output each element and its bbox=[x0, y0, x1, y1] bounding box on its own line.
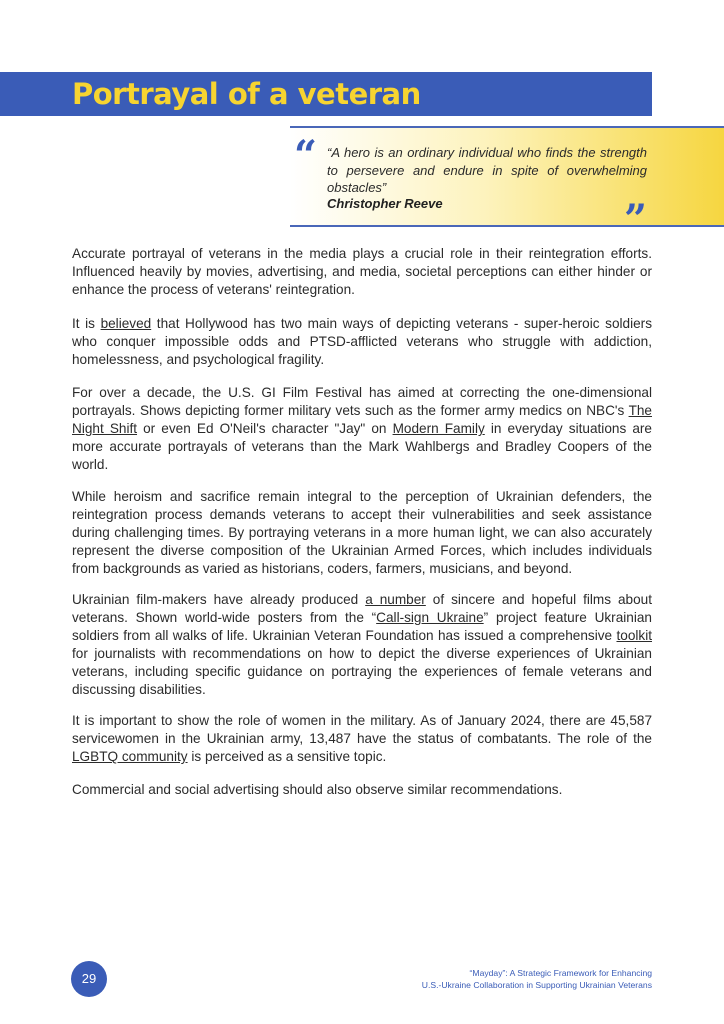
open-quote-icon: “ bbox=[294, 132, 318, 179]
night-shift-link[interactable]: The Night Shift bbox=[72, 403, 652, 437]
paragraph-text: It is bbox=[72, 316, 101, 331]
modern-family-link[interactable]: Modern Family bbox=[392, 421, 485, 437]
paragraph-text: Ukrainian film-makers have already produced bbox=[72, 592, 366, 607]
paragraph-text: that Hollywood has two main ways of depicting veterans - super-heroic soldiers who conquer impossible odds and PTSD-afflicted veterans who struggle with addiction, homelessness, and psychological fragility. bbox=[72, 316, 652, 368]
a-number-link[interactable]: a number bbox=[365, 592, 426, 607]
toolkit-link[interactable]: toolkit bbox=[616, 628, 652, 644]
paragraph-text: ” project feature Ukrainian soldiers from all walks of life. Ukrainian Veteran Foundation has issued a comprehensive bbox=[72, 610, 652, 644]
quote-text: “A hero is an ordinary individual who finds the strength to persevere and endure in spite of overwhelming obstacles” bbox=[327, 145, 647, 195]
paragraph-4: While heroism and sacrifice remain integral to the perception of Ukrainian defenders, the reintegration process demands veterans to accept their vulnerabilities and seek assistance during challenging times. By portraying veterans in a more human light, we can also accurately represent the diverse composition of the Ukrainian Armed Forces, which includes individuals from backgrounds as varied as historians, coders, farmers, musicians, and beyond. bbox=[72, 489, 652, 577]
paragraph-2 bbox=[72, 315, 652, 369]
paragraph-text: is perceived as a sensitive topic. bbox=[187, 749, 387, 765]
paragraph-text: in everyday situations are more accurate portrayals of veterans than the Mark Wahlbergs and Bradley Coopers of the world. bbox=[72, 421, 652, 473]
call-sign-ukraine-link[interactable]: Call-sign Ukraine bbox=[376, 610, 484, 626]
page-title: Portrayal of a veteran bbox=[72, 77, 421, 111]
footer-line-2: U.S.-Ukraine Collaboration in Supporting Ukrainian Veterans bbox=[421, 980, 652, 990]
close-quote-icon: ” bbox=[624, 196, 648, 243]
paragraph-7: Commercial and social advertising should also observe similar recommendations. bbox=[72, 782, 563, 797]
paragraph-text: For over a decade, the U.S. GI Film Festival has aimed at correcting the one-dimensional portrayals. Shows depicting former military vets such as the former army medics on NBC's bbox=[72, 385, 652, 419]
footer-title bbox=[422, 967, 652, 991]
paragraph-text: of sincere and hopeful films about veterans. Shown world-wide posters from the “ bbox=[72, 592, 652, 626]
paragraph-5 bbox=[72, 591, 652, 700]
paragraph-3 bbox=[72, 384, 652, 474]
paragraph-text: It is important to show the role of women in the military. As of January 2024, there are 45,587 servicewomen in the Ukrainian army, 13,487 have the status of combatants. The role of the bbox=[72, 713, 652, 747]
believed-link[interactable]: believed bbox=[100, 316, 152, 331]
paragraph-1: Accurate portrayal of veterans in the media plays a crucial role in their reintegration efforts. Influenced heavily by movies, advertising, and media, societal perceptions can either hinder or enhance the process of veterans' reintegration. bbox=[72, 246, 652, 298]
paragraph-6 bbox=[72, 712, 652, 766]
page-number: 29 bbox=[81, 971, 97, 986]
lgbtq-community-link[interactable]: LGBTQ community bbox=[72, 749, 188, 765]
quote-author: Christopher Reeve bbox=[327, 196, 443, 211]
paragraph-text: for journalists with recommendations on how to depict the diverse experiences of Ukrainian veterans, including specific guidance on portraying the experiences of female veterans and discussing disabilities. bbox=[72, 646, 652, 698]
paragraph-text: or even Ed O'Neil's character "Jay" on bbox=[137, 421, 393, 437]
footer-line-1: “Mayday”: A Strategic Framework for Enhancing bbox=[469, 968, 652, 978]
